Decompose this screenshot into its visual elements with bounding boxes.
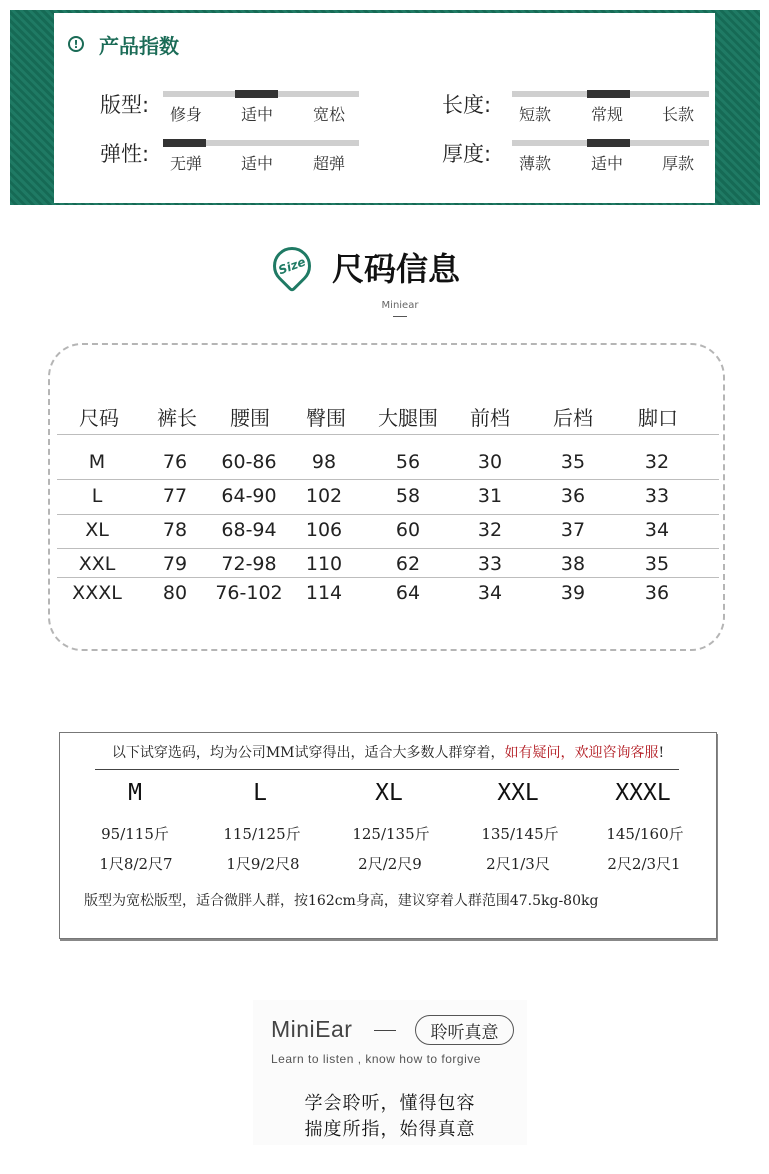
metric-track-stretch [163,140,359,173]
metric-option: 常规 [590,105,623,124]
table-cell: 102 [305,485,343,507]
try-on-note-contact: 如有疑问，欢迎咨询客服 [504,745,659,761]
metric-marker-fit [235,90,278,98]
try-size-label: M [128,780,142,806]
table-cell: 64-90 [221,485,277,507]
metric-option: 宽松 [312,105,345,124]
table-cell: 35 [644,553,670,575]
try-size-label: XXL [497,780,539,806]
table-cell: 72-98 [221,553,277,575]
table-cell-size: XXXL [72,582,122,604]
table-header-hem: 脚口 [638,406,678,430]
brand-subtitle: Learn to listen , know how to forgive [271,1052,481,1066]
table-cell: 77 [162,485,188,507]
table-cell: 32 [477,519,503,541]
try-size-height: 1尺9/2尺8 [226,855,300,873]
table-cell: 36 [644,582,670,604]
table-cell: 32 [644,451,670,473]
table-cell: 38 [560,553,586,575]
try-size-height: 2尺/2尺9 [358,855,422,873]
try-size-height: 2尺1/3尺 [486,855,550,873]
table-header-back-rise: 后档 [553,406,593,430]
table-cell: 80 [162,582,188,604]
metric-track-length [512,91,709,124]
metric-option: 适中 [240,154,273,173]
try-size-weight: 125/135斤 [352,825,430,843]
metric-option: 短款 [518,105,551,124]
table-cell: 58 [395,485,421,507]
size-info-title: 尺码信息 [332,250,461,288]
table-cell-size: M [88,451,106,473]
table-cell: 110 [305,553,343,575]
metric-track-fit [163,91,359,124]
table-header-thigh: 大腿围 [378,406,438,430]
metric-label-stretch: 弹性: [100,142,150,166]
metric-marker-length [587,90,630,98]
table-cell-size: XXL [78,553,116,575]
try-size-label: XL [375,780,403,806]
metric-track-thickness [512,140,709,173]
try-on-footer: 版型为宽松版型，适合微胖人群，按162cm身高，建议穿着人群范围47.5kg-80kg [84,893,599,909]
table-header-length: 裤长 [157,406,197,430]
metric-label-length: 长度: [442,93,492,117]
product-index-header [68,30,179,58]
divider [374,1030,396,1031]
divider [57,514,719,515]
try-size-weight: 145/160斤 [606,825,684,843]
divider [57,434,719,435]
metric-option: 厚款 [661,154,694,173]
table-cell: 106 [305,519,343,541]
table-cell: 37 [560,519,586,541]
try-on-note-main: 以下试穿选码，均为公司MM试穿得出，适合大多数人群穿着， [111,745,505,761]
try-size-label: XXXL [615,780,671,806]
try-size-weight: 115/125斤 [223,825,301,843]
table-cell: 98 [311,451,337,473]
divider [57,577,719,578]
metric-marker-thickness [587,139,630,147]
metric-option: 修身 [169,105,202,124]
try-on-note [60,742,716,762]
table-cell: 114 [305,582,343,604]
table-header-front-rise: 前档 [470,406,510,430]
exclamation-icon: ! [68,36,84,52]
table-cell: 33 [477,553,503,575]
metric-marker-stretch [163,139,206,147]
table-cell: 62 [395,553,421,575]
table-header-size: 尺码 [79,406,119,430]
table-cell: 39 [560,582,586,604]
metric-option: 长款 [661,105,694,124]
table-header-hip: 臀围 [306,406,346,430]
try-size-weight: 135/145斤 [481,825,559,843]
metric-option: 适中 [240,105,273,124]
brand-motto-2: 揣度所指，始得真意 [304,1119,476,1140]
table-cell: 30 [477,451,503,473]
table-cell: 68-94 [221,519,277,541]
table-header-waist: 腰围 [230,406,270,430]
try-size-height: 2尺2/3尺1 [607,855,681,873]
table-cell-size: L [91,485,103,507]
divider [95,769,679,770]
table-cell: 76-102 [215,582,283,604]
try-on-note-end: ! [658,745,665,761]
metric-option: 薄款 [518,154,551,173]
table-cell: 64 [395,582,421,604]
brand-motto-1: 学会聆听，懂得包容 [304,1093,476,1114]
try-size-height: 1尺8/2尺7 [99,855,173,873]
brand-name: MiniEar [271,1016,353,1042]
table-cell: 34 [477,582,503,604]
metric-label-fit: 版型: [100,93,150,117]
try-size-label: L [253,780,267,806]
divider [57,548,719,549]
size-tag-label: Size [276,254,308,278]
product-index-title: 产品指数 [99,33,179,58]
table-cell: 79 [162,553,188,575]
table-cell-size: XL [85,519,109,541]
table-cell: 31 [477,485,503,507]
table-cell: 56 [395,451,421,473]
divider [57,479,719,480]
table-cell: 35 [560,451,586,473]
metric-label-thickness: 厚度: [442,142,492,166]
size-info-brand: Miniear [381,300,419,311]
metric-option: 超弹 [312,154,345,173]
metric-option: 无弹 [169,154,202,173]
table-cell: 60-86 [221,451,277,473]
table-cell: 76 [162,451,188,473]
divider [393,316,407,317]
table-cell: 33 [644,485,670,507]
brand-tagline: 聆听真意 [415,1015,514,1045]
table-cell: 78 [162,519,188,541]
table-cell: 60 [395,519,421,541]
try-size-weight: 95/115斤 [101,825,169,843]
table-cell: 36 [560,485,586,507]
table-cell: 34 [644,519,670,541]
metric-option: 适中 [590,154,623,173]
